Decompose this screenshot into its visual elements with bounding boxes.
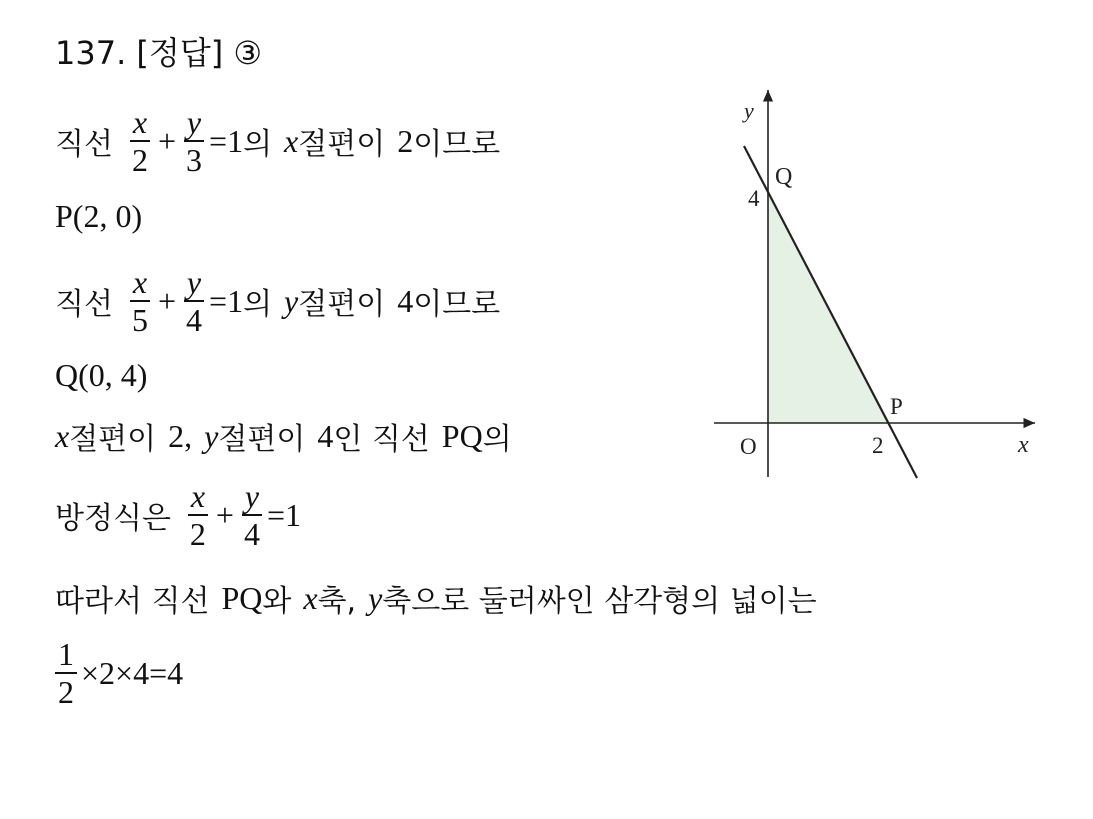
- fraction-y-over-4: [183, 264, 205, 338]
- fraction-one-half: [55, 636, 77, 710]
- q-intercept-value: 4: [748, 186, 760, 211]
- numerator: 1: [55, 636, 77, 674]
- area-calculation: ×2×4=4: [81, 654, 184, 691]
- denominator: 2: [189, 516, 206, 552]
- text: 절편이: [218, 422, 306, 457]
- point-q: Q(0, 4): [55, 357, 148, 393]
- text: 절편이: [69, 422, 157, 457]
- fraction-y-over-4: [241, 478, 263, 552]
- solution-line-8: [55, 636, 183, 710]
- x-axis-label: x: [1018, 432, 1029, 458]
- text: 따라서 직선: [55, 584, 210, 619]
- problem-title: 137. [정답] ③: [55, 34, 263, 72]
- equals-one: =1: [266, 496, 302, 533]
- text: 절편이: [298, 287, 386, 322]
- fraction-y-over-3: [183, 104, 205, 178]
- solution-line-5: [55, 414, 512, 458]
- variable-x: x: [55, 417, 70, 454]
- variable-y: y: [284, 282, 299, 319]
- point-q-label: Q: [775, 164, 793, 190]
- text-word: 방정식은: [55, 501, 171, 536]
- p-intercept-value: 2: [872, 433, 884, 458]
- denominator: 2: [58, 674, 74, 710]
- point-p-label: P: [890, 394, 903, 419]
- numerator: y: [242, 478, 262, 516]
- solution-line-6: [55, 478, 301, 552]
- numerator: y: [184, 104, 204, 142]
- text: 이므로: [413, 287, 501, 322]
- numerator: x: [130, 104, 150, 142]
- fraction-x-over-2: [187, 478, 209, 552]
- variable-x: x: [303, 579, 318, 616]
- text: 축으로 둘러싸인 삼각형의 넓이는: [382, 584, 817, 619]
- text: 의: [243, 287, 273, 322]
- denominator: 2: [131, 142, 148, 178]
- solution-line-7: [55, 576, 817, 620]
- variable-y: y: [204, 417, 219, 454]
- y-axis-label: y: [744, 98, 754, 123]
- text: 인 직선: [333, 422, 430, 457]
- text: 의: [243, 127, 273, 162]
- line-name-pq: PQ: [221, 579, 263, 616]
- numerator: x: [188, 478, 208, 516]
- equals-one: =1: [209, 122, 244, 159]
- plus-sign: +: [157, 122, 177, 159]
- numerator: y: [184, 264, 204, 302]
- text-word: 직선: [55, 127, 113, 162]
- text: 축,: [317, 584, 357, 619]
- coordinate-graph: [700, 80, 1060, 500]
- point-p: P(2, 0): [55, 198, 143, 234]
- number: 2: [397, 122, 414, 159]
- text: 의: [482, 422, 512, 457]
- equals-one: =1: [209, 282, 244, 319]
- origin-label: O: [740, 434, 757, 459]
- denominator: 4: [186, 302, 203, 338]
- solution-line-1: [55, 104, 500, 178]
- solution-line-4: [55, 357, 147, 394]
- plus-sign: +: [215, 496, 234, 533]
- variable-x: x: [284, 122, 299, 159]
- text: 와: [262, 584, 292, 619]
- denominator: 4: [243, 516, 260, 552]
- solution-line-3: [55, 264, 500, 338]
- variable-y: y: [368, 579, 383, 616]
- text: 절편이: [298, 127, 386, 162]
- number: 4: [317, 417, 334, 454]
- fraction-x-over-2: [129, 104, 151, 178]
- denominator: 5: [131, 302, 148, 338]
- line-name-pq: PQ: [441, 417, 483, 454]
- denominator: 3: [186, 142, 203, 178]
- fraction-x-over-5: [129, 264, 151, 338]
- number: 2,: [168, 417, 193, 454]
- plus-sign: +: [157, 282, 177, 319]
- solution-line-2: [55, 198, 142, 235]
- text: 이므로: [413, 127, 501, 162]
- text-word: 직선: [55, 287, 113, 322]
- numerator: x: [130, 264, 150, 302]
- number: 4: [397, 282, 414, 319]
